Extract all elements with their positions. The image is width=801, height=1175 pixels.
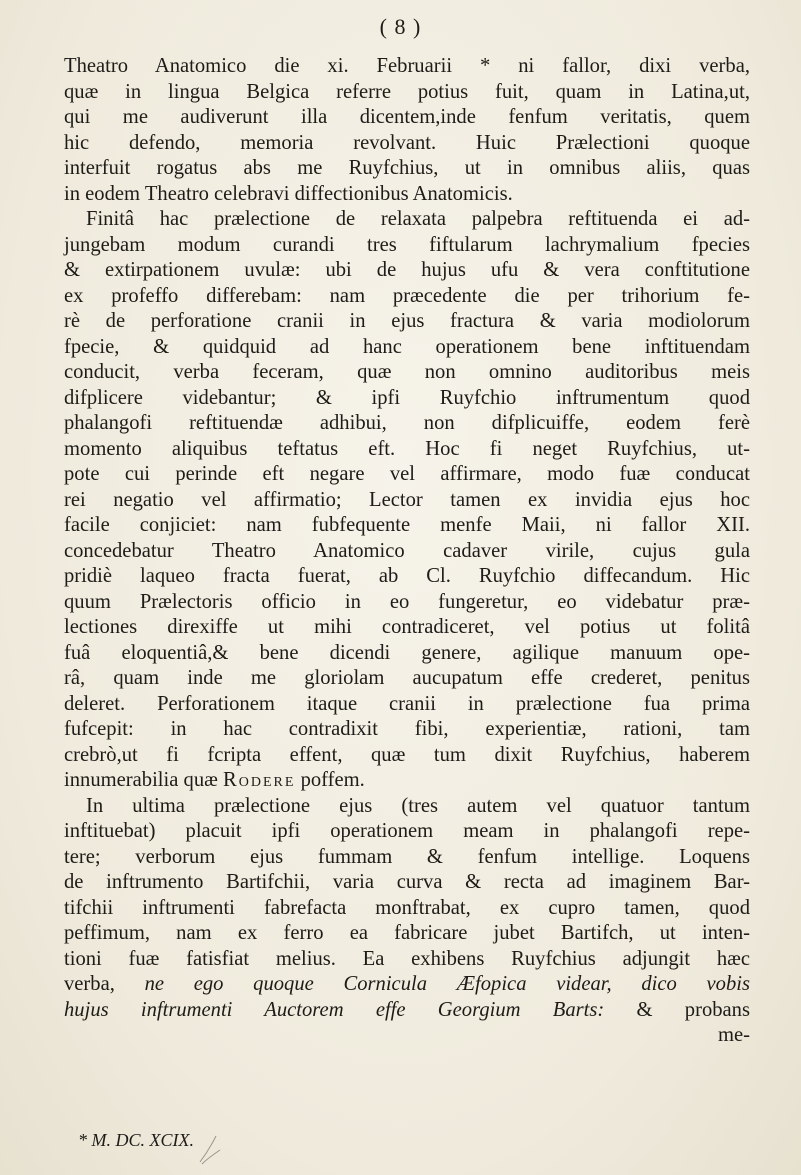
text-fragment: & probans xyxy=(636,998,750,1021)
text-line: ex profeffo differebam: nam præcedente die per trihorium fe- xyxy=(64,284,750,307)
text-line: difplicere videbantur; & ipfi Ruyfchio inftrumentum quod xyxy=(64,386,750,409)
text-line: fpecie, & quidquid ad hanc operationem bene inftituendam xyxy=(64,335,750,358)
text-line: tifchii inftrumenti fabrefacta monftrabat, ex cupro tamen, quod xyxy=(64,896,750,919)
text-line: concedebatur Theatro Anatomico cadaver virile, cujus gula xyxy=(64,539,750,562)
text-line: rei negatio vel affirmatio; Lector tamen ex invidia ejus hoc xyxy=(64,488,750,511)
text-line xyxy=(64,768,750,794)
text-line: lectiones direxiffe ut mihi contradiceret, vel potius ut folitâ xyxy=(64,616,750,638)
text-line xyxy=(64,972,750,998)
text-line: râ, quam inde me gloriolam aucupatum effe crederet, penitus xyxy=(64,667,750,689)
text-line: momento aliquibus teftatus eft. Hoc fi neget Ruyfchius, ut- xyxy=(64,437,750,460)
page-number: ( 8 ) xyxy=(379,14,422,39)
text-line: fuâ eloquentiâ,& bene dicendi genere, agilique manuum ope- xyxy=(64,641,750,664)
text-fragment: poffem. xyxy=(300,769,365,791)
text-line: tioni fuæ fatisfiat melius. Ea exhibens Ruyfchius adjungit hæc xyxy=(64,947,750,970)
catchword: me- xyxy=(717,1024,750,1046)
text-line: peffimum, nam ex ferro ea fabricare jubet Bartifch, ut inten- xyxy=(64,922,750,944)
text-line: pridiè laqueo fracta fuerat, ab Cl. Ruyfchio diffecandum. Hic xyxy=(64,565,750,587)
text-line: deleret. Perforationem itaque cranii in prælectione fua prima xyxy=(64,692,750,715)
text-line: inftituebat) placuit ipfi operationem meam in phalangofi repe- xyxy=(64,820,750,842)
text-line: conducit, verba feceram, quæ non omnino auditoribus meis xyxy=(64,361,750,383)
text-line: qui me audiverunt illa dicentem,inde fenfum veritatis, quem xyxy=(64,106,750,128)
text-line: de inftrumento Bartifchii, varia curva & recta ad imaginem Bar- xyxy=(64,871,750,893)
text-line xyxy=(64,998,750,1024)
text-line: interfuit rogatus abs me Ruyfchius, ut in omnibus aliis, quas xyxy=(64,157,750,179)
text-line: hic defendo, memoria revolvant. Huic Prælectioni quoque xyxy=(64,131,750,154)
text-line: quæ in lingua Belgica referre potius fuit, quam in Latina,ut, xyxy=(64,80,750,103)
text-line: In ultima prælectione ejus (tres autem vel quatuor tantum xyxy=(86,794,750,817)
text-line: Theatro Anatomico die xi. Februarii * ni fallor, dixi verba, xyxy=(64,55,750,77)
text-line: Finitâ hac prælectione de relaxata palpebra reftituenda ei ad- xyxy=(86,208,750,230)
italic-quote: ne ego quoque Cornicula Æfopica videar, dico vobis xyxy=(144,973,750,995)
text-fragment: verba, xyxy=(64,973,115,995)
italic-quote: hujus inftrumenti Auctorem effe Georgium Barts: xyxy=(64,998,605,1021)
text-fragment: innumerabilia quæ xyxy=(64,769,218,791)
text-line: quum Prælectoris officio in eo fungeretur, eo videbatur præ- xyxy=(64,590,750,613)
body-text xyxy=(64,54,750,1049)
text-line: in eodem Theatro celebravi diffectionibus Anatomicis. xyxy=(64,182,513,205)
small-caps-word: Rodere xyxy=(223,769,296,791)
text-line: tere; verborum ejus fummam & fenfum intellige. Loquens xyxy=(64,845,750,868)
text-line: & extirpationem uvulæ: ubi de hujus ufu & vera conftitutione xyxy=(64,259,750,281)
text-line: crebrò,ut fi fcripta effent, quæ tum dixit Ruyfchius, haberem xyxy=(64,743,750,766)
text-line: rè de perforatione cranii in ejus fractura & varia modiolorum xyxy=(64,310,750,332)
pen-mark-icon xyxy=(196,1128,224,1168)
text-line: facile conjiciet: nam fubfequente menfe Maii, ni fallor XII. xyxy=(64,514,750,536)
footnote: * M. DC. XCIX. xyxy=(78,1130,194,1150)
text-line: pote cui perinde eft negare vel affirmare, modo fuæ conducat xyxy=(64,463,750,485)
text-line: phalangofi reftituendæ adhibui, non difplicuiffe, eodem ferè xyxy=(64,412,750,434)
text-line: jungebam modum curandi tres fiftularum lachrymalium fpecies xyxy=(64,233,750,256)
text-line: fufcepit: in hac contradixit fibi, experientiæ, rationi, tam xyxy=(64,718,750,740)
